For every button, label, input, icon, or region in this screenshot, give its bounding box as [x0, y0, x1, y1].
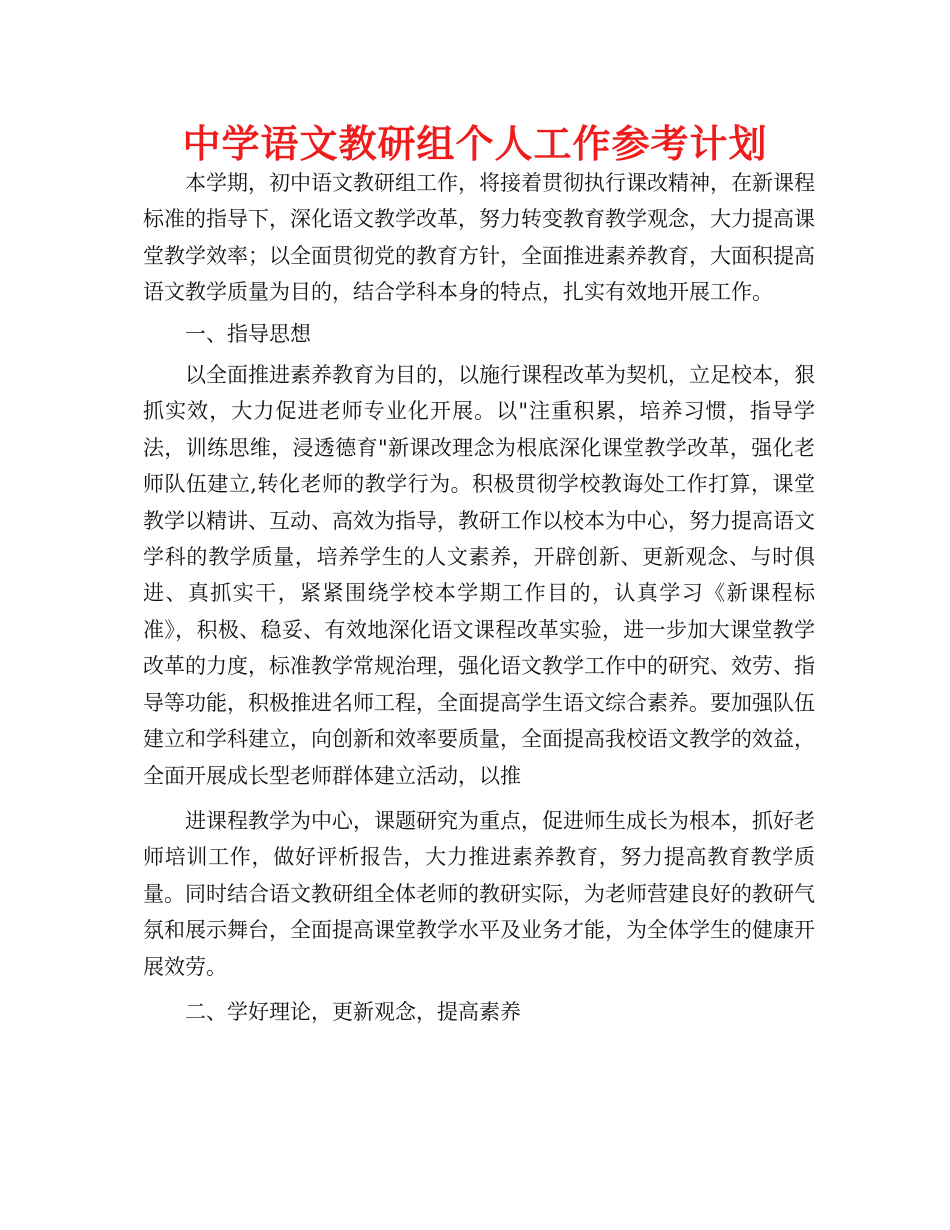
- section-heading-theory: 二、学好理论，更新观念，提高素养: [185, 999, 521, 1024]
- section-heading-guiding-thought: 一、指导思想: [185, 321, 311, 346]
- intro-paragraph: 本学期，初中语文教研组工作，将接着贯彻执行课改精神，在新课程标准的指导下，深化语文教学改革，努力转变教育教学观念，大力提高课堂教学效率；以全面贯彻党的教育方针，全面推进素养教育，大面积提高语文教学质量为目的，结合学科本身的特点，扎实有效地开展工作。: [143, 171, 815, 305]
- continuation-paragraph: 进课程教学为中心，课题研究为重点，促进师生成长为根本，抓好老师培训工作，做好评析报告，大力推进素养教育，努力提高教育教学质量。同时结合语文教研组全体老师的教研实际，为老师营建良好的教研气氛和展示舞台，全面提高课堂教学水平及业务才能，为全体学生的健康开展效劳。: [143, 808, 815, 979]
- guiding-thought-paragraph: 以全面推进素养教育为目的，以施行课程改革为契机，立足校本，狠抓实效，大力促进老师专业化开展。以"注重积累，培养习惯，指导学法，训练思维，浸透德育"新课改理念为根底深化课堂教学改革，强化老师队伍建立,转化老师的教学行为。积极贯彻学校教诲处工作打算，课堂教学以精讲、互动、高效为指导，教研工作以校本为中心，努力提高语文学科的教学质量，培养学生的人文素养，开辟创新、更新观念、与时俱进、真抓实干，紧紧围绕学校本学期工作目的，认真学习《新课程标准》，积极、稳妥、有效地深化语文课程改革实验，进一步加大课堂教学改革的力度，标准教学常规治理，强化语文教学工作中的研究、效劳、指导等功能，积极推进名师工程，全面提高学生语文综合素养。要加强队伍建立和学科建立，向创新和效率要质量，全面提高我校语文教学的效益，全面开展成长型老师群体建立活动，以推: [143, 363, 815, 788]
- document-body: [143, 165, 815, 1030]
- document-title: 中学语文教研组个人工作参考计划: [182, 122, 768, 166]
